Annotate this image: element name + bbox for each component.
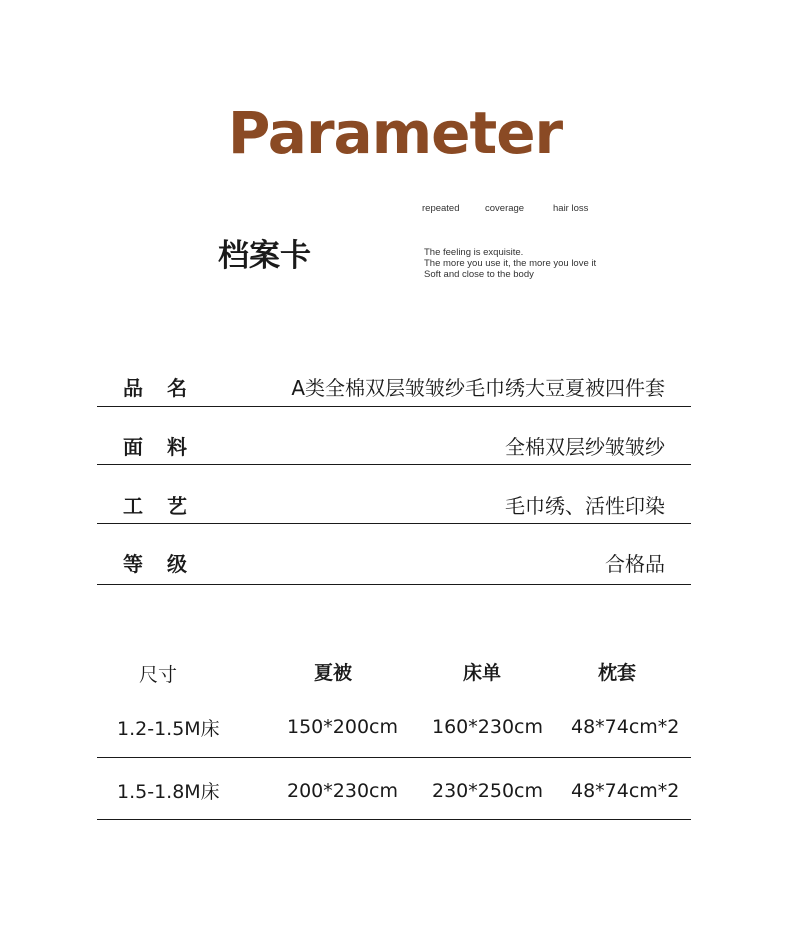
page-title: Parameter xyxy=(227,99,563,167)
param-label: 品名 xyxy=(123,376,211,400)
size-cell: 160*230cm xyxy=(432,716,543,738)
size-cell: 200*230cm xyxy=(287,780,398,802)
param-value: 合格品 xyxy=(605,552,665,576)
subtitle: 档案卡 xyxy=(218,238,311,274)
size-cell: 48*74cm*2 xyxy=(571,716,680,738)
param-row-fabric xyxy=(97,407,691,465)
size-header: 尺寸 xyxy=(139,664,178,686)
size-header: 床单 xyxy=(463,662,502,684)
tag-hair-loss: hair loss xyxy=(553,203,589,214)
size-cell: 1.2-1.5M床 xyxy=(117,718,220,740)
tagline xyxy=(424,247,596,280)
size-cell: 230*250cm xyxy=(432,780,543,802)
table-row xyxy=(97,758,691,820)
size-cell: 150*200cm xyxy=(287,716,398,738)
size-table xyxy=(97,640,691,820)
size-cell: 48*74cm*2 xyxy=(571,780,680,802)
tag-coverage: coverage xyxy=(485,203,525,214)
param-row-grade xyxy=(97,524,691,585)
size-cell: 1.5-1.8M床 xyxy=(117,781,220,803)
table-row xyxy=(97,696,691,758)
param-row-name xyxy=(97,360,691,407)
param-label: 等级 xyxy=(123,552,211,576)
param-value: A类全棉双层皱皱纱毛巾绣大豆夏被四件套 xyxy=(291,376,665,400)
param-row-craft xyxy=(97,465,691,524)
size-header: 枕套 xyxy=(598,662,637,684)
param-label: 工艺 xyxy=(123,494,211,518)
param-label: 面料 xyxy=(123,435,211,459)
tag-repeated: repeated xyxy=(422,203,460,214)
parameter-list xyxy=(97,360,691,585)
size-header: 夏被 xyxy=(314,662,353,684)
param-value: 毛巾绣、活性印染 xyxy=(505,494,665,518)
param-value: 全棉双层纱皱皱纱 xyxy=(505,435,665,459)
tagline-line: The feeling is exquisite. xyxy=(424,247,524,258)
size-table-header xyxy=(97,640,691,696)
tagline-line: Soft and close to the body xyxy=(424,269,534,280)
tagline-line: The more you use it, the more you love it xyxy=(424,258,597,269)
